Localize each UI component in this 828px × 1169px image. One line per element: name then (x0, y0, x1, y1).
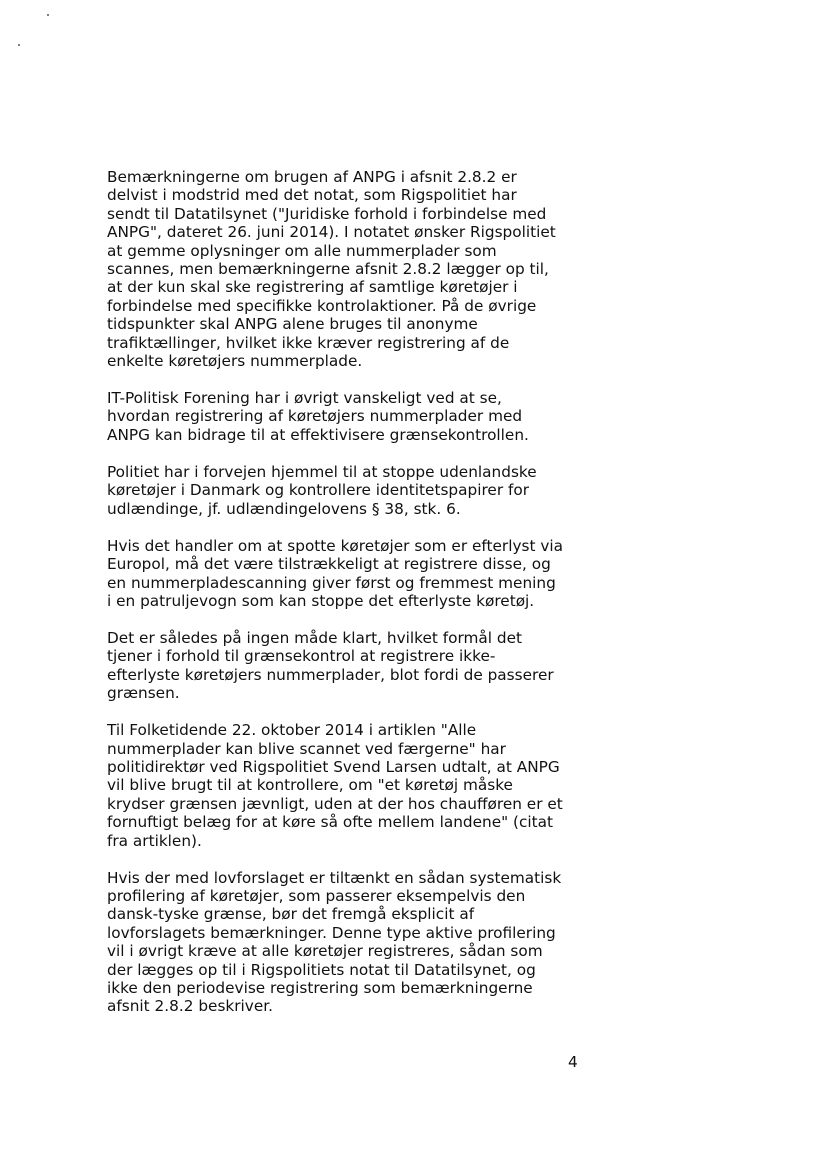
paragraph-it-politisk: IT-Politisk Forening har i øvrigt vanskeligt ved at se, hvordan registrering af køretøjers nummerplader med ANPG kan bidrage til at effektivisere grænsekontrollen. (107, 389, 529, 444)
paragraph-folketidende: Til Folketidende 22. oktober 2014 i artiklen "Alle nummerplader kan blive scannet ved færgerne" har politidirektør ved Rigspolitiet Svend Larsen udtalt, at ANPG vil blive brugt til at kontrollere, om "et køretøj måske krydser grænsen jævnligt, uden at der hos chaufføren er et fornuftigt belæg for at køre så ofte mellem landene" (citat fra artiklen). (107, 721, 563, 850)
scan-speck (18, 44, 20, 46)
page-number: 4 (568, 1053, 578, 1071)
paragraph-anpg-remarks: Bemærkningerne om brugen af ANPG i afsnit 2.8.2 er delvist i modstrid med det notat, som Rigspolitiet har sendt til Datatilsynet ("Juridiske forhold i forbindelse med ANPG", dateret 26. juni 2014). I notatet ønsker Rigspolitiet at gemme oplysninger om alle nummerplader som scannes, men bemærkningerne afsnit 2.8.2 lægger op til, at der kun skal ske registrering af samtlige køretøjer i forbindelse med specifikke kontrolaktioner. På de øvrige tidspunkter skal ANPG alene bruges til anonyme trafiktællinger, hvilket ikke kræver registrering af de enkelte køretøjers nummerplade. (107, 168, 556, 371)
scan-speck (47, 14, 49, 16)
paragraph-politiet-hjemmel: Politiet har i forvejen hjemmel til at stoppe udenlandske køretøjer i Danmark og kontrollere identitetspapirer for udlændinge, jf. udlændingelovens § 38, stk. 6. (107, 462, 537, 518)
paragraph-formaal: Det er således på ingen måde klart, hvilket formål det tjener i forhold til grænsekontrol at registrere ikke- efterlyste køretøjers nummerplader, blot fordi de passerer grænsen. (107, 628, 554, 703)
paragraph-profilering: Hvis der med lovforslaget er tiltænkt en sådan systematisk profilering af køretøjer, som passerer eksempelvis den dansk-tyske grænse, bør det fremgå eksplicit af lovforslagets bemærkninger. Denne type aktive profilering vil i øvrigt kræve at alle køretøjer registreres, sådan som der lægges op til i Rigspolitiets notat til Datatilsynet, og ikke den periodevise registrering som bemærkningerne afsnit 2.8.2 beskriver. (107, 868, 562, 1016)
document-body (107, 168, 591, 1034)
paragraph-europol: Hvis det handler om at spotte køretøjer som er efterlyst via Europol, må det være tilstrækkeligt at registrere disse, og en nummerpladescanning giver først og fremmest mening i en patruljevogn som kan stoppe det efterlyste køretøj. (107, 536, 564, 610)
